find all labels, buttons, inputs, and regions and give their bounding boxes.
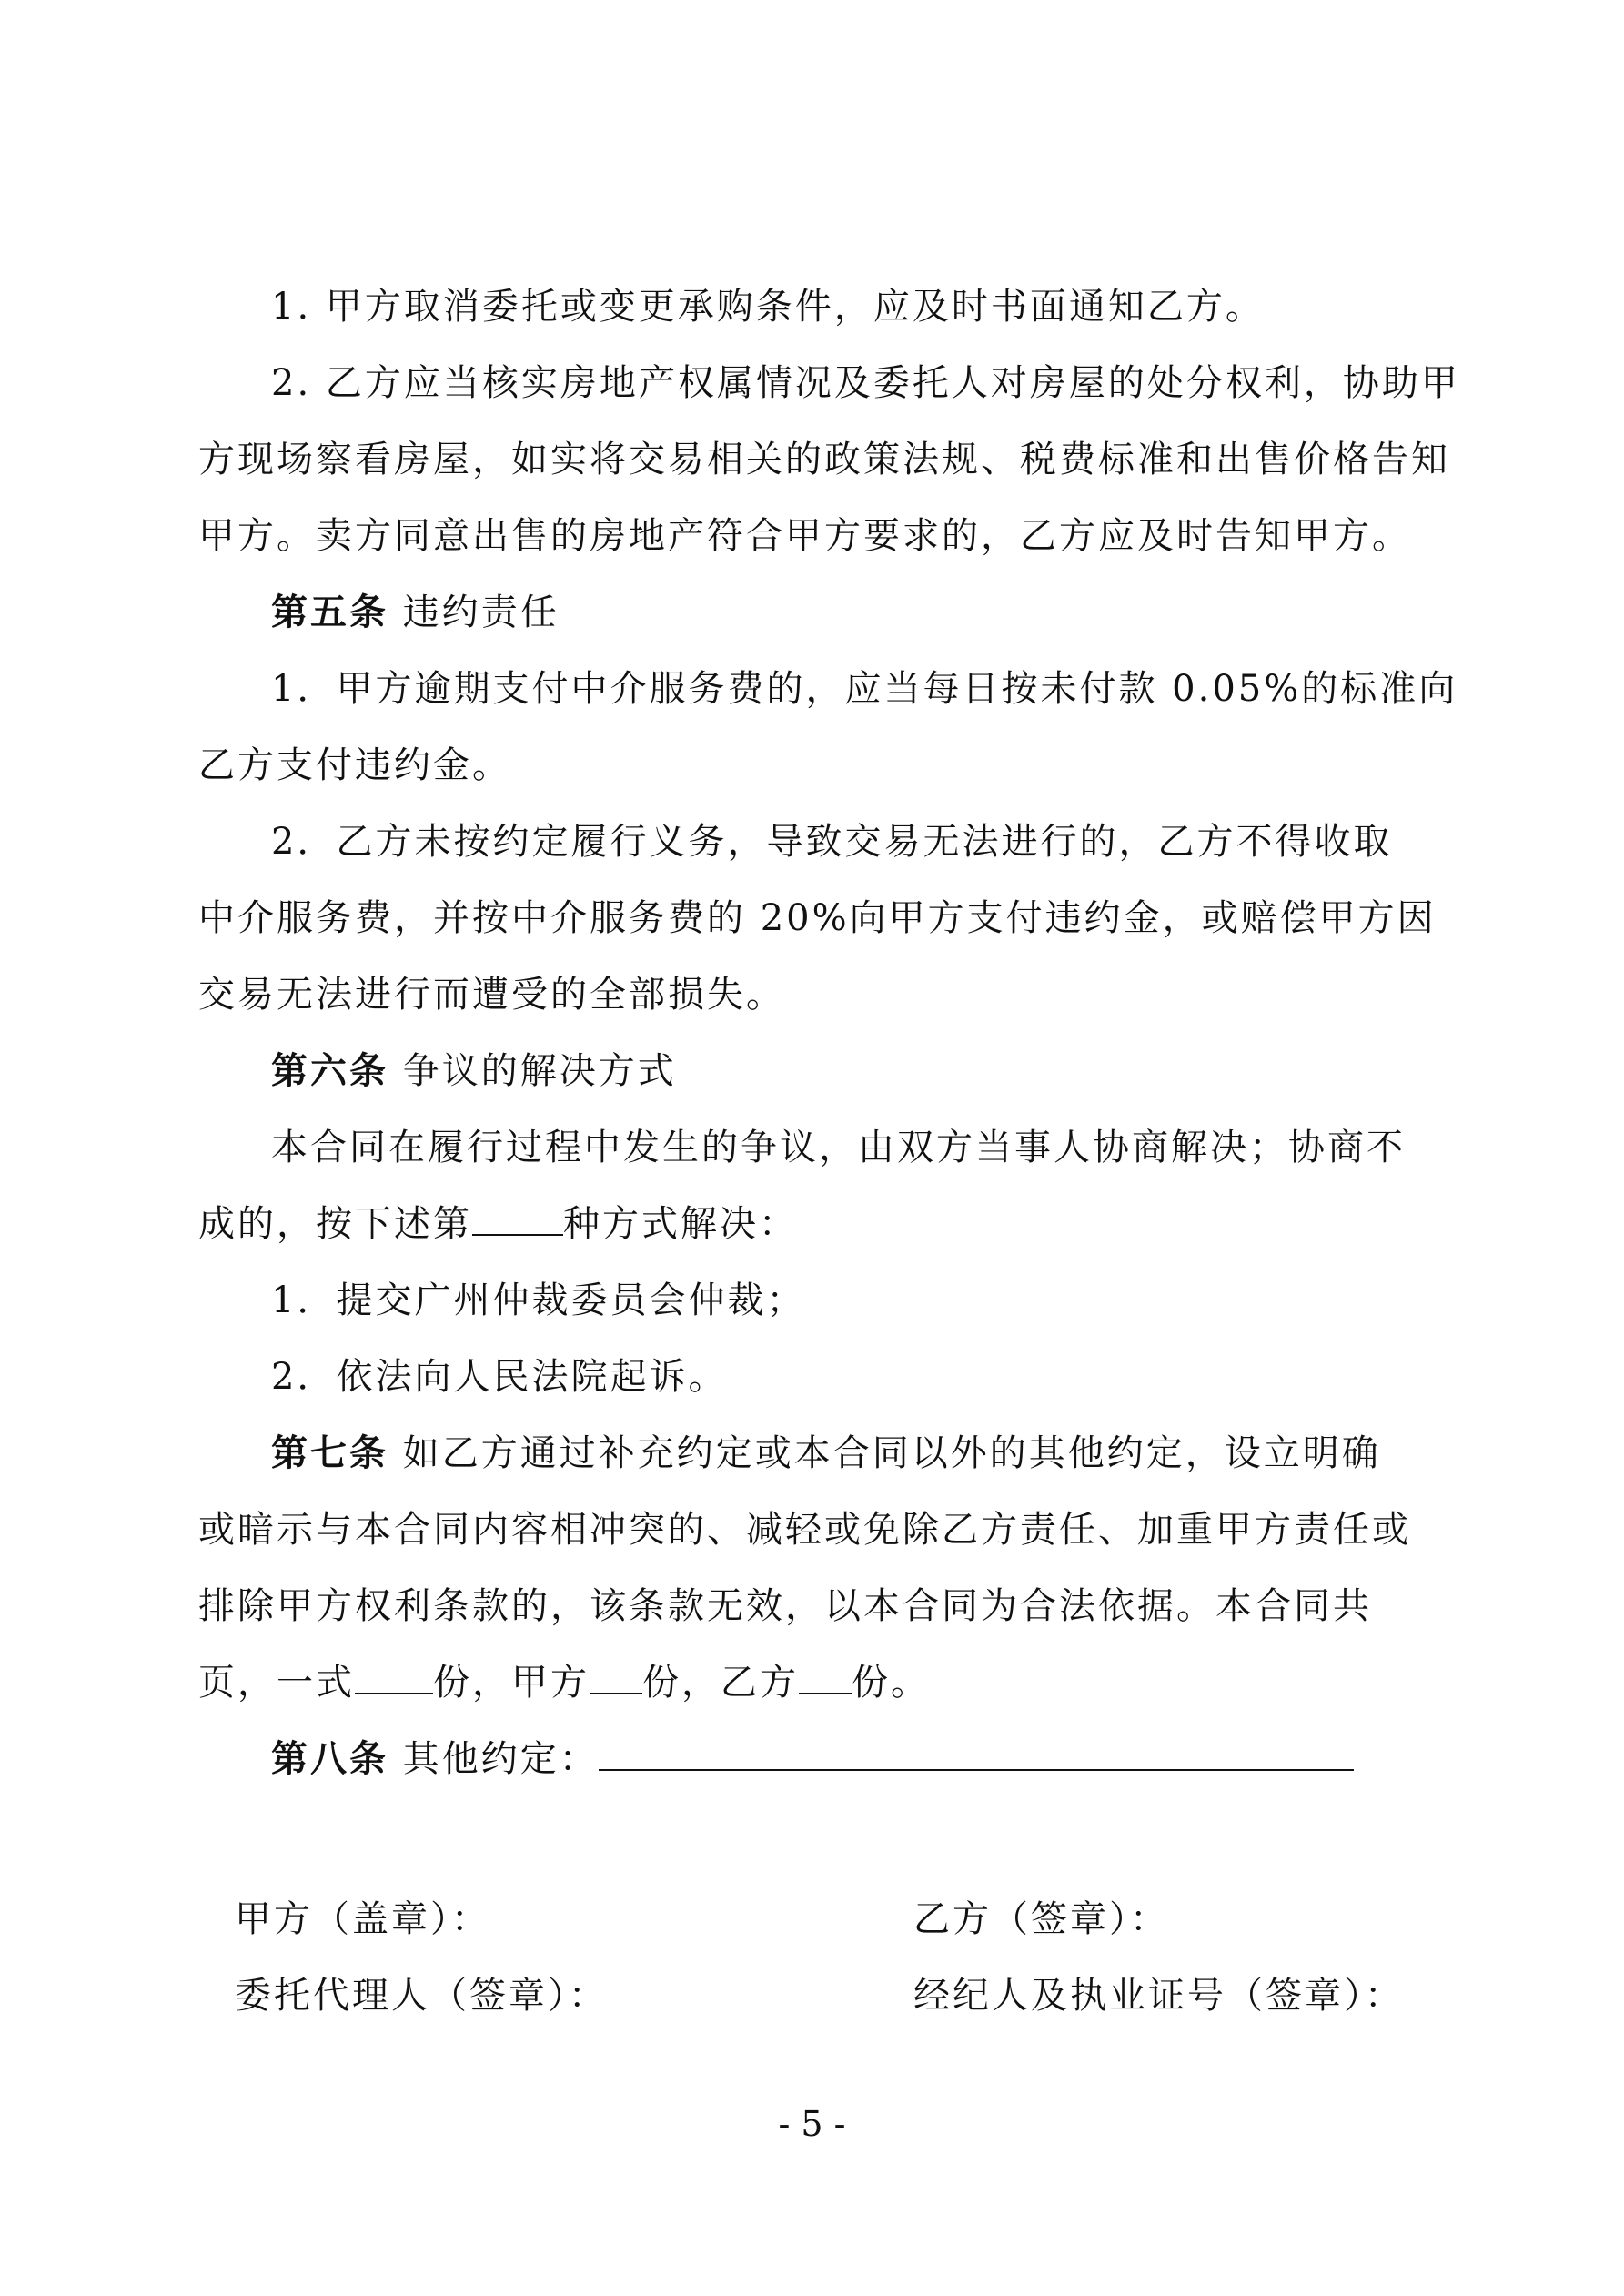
party-b-signature-label: 乙方（签章）： <box>913 1898 1169 1940</box>
clause8-heading: 第八条 <box>271 1738 388 1780</box>
clause7-heading: 第七条 <box>271 1432 388 1474</box>
page-number: - 5 - <box>778 2104 846 2144</box>
clause7-line-1 <box>271 1431 1381 1475</box>
copies-party-b-blank[interactable] <box>799 1662 852 1694</box>
clause4-item-2: 2. 乙方应当核实房地产权属情况及委托人对房屋的处分权利，协助甲 <box>271 362 1460 404</box>
clause5-heading-line <box>271 591 560 634</box>
clause7-line-4-c: 份，乙方 <box>642 1662 799 1704</box>
agent-signature-label: 委托代理人（签章）： <box>235 1975 608 2017</box>
clause6-line-2-after: 种方式解决： <box>563 1203 798 1245</box>
clause6-title: 争议的解决方式 <box>402 1050 677 1092</box>
clause6-option-1: 1．提交广州仲裁委员会仲裁； <box>271 1279 806 1321</box>
clause5-line-1: 1．甲方逾期支付中介服务费的，应当每日按未付款 0.05%的标准向 <box>271 668 1458 710</box>
clause6-line-2-before: 成的，按下述第 <box>198 1203 472 1245</box>
other-agreements-blank[interactable] <box>599 1738 1354 1771</box>
clause6-option-2: 2．依法向人民法院起诉。 <box>271 1356 728 1398</box>
clause7-text-1: 如乙方通过补充约定或本合同以外的其他约定，设立明确 <box>402 1432 1381 1474</box>
dispute-method-blank[interactable] <box>472 1203 563 1236</box>
copies-total-blank[interactable] <box>355 1662 433 1694</box>
clause7-line-4-b: 份，甲方 <box>433 1662 590 1704</box>
clause5-line-4: 中介服务费，并按中介服务费的 20%向甲方支付违约金，或赔偿甲方因 <box>198 897 1437 939</box>
clause7-line-2: 或暗示与本合同内容相冲突的、减轻或免除乙方责任、加重甲方责任或 <box>198 1509 1411 1551</box>
clause7-line-4 <box>198 1661 930 1704</box>
clause6-heading-line <box>271 1049 677 1093</box>
clause4-item-1: 1. 甲方取消委托或变更承购条件，应及时书面通知乙方。 <box>271 286 1265 328</box>
party-a-signature-label: 甲方（盖章）： <box>235 1898 490 1940</box>
clause5-heading: 第五条 <box>271 592 388 633</box>
clause7-line-4-d: 份。 <box>852 1662 930 1704</box>
clause4-item-2-cont-2: 甲方。卖方同意出售的房地产符合甲方要求的，乙方应及时告知甲方。 <box>198 515 1411 557</box>
clause6-line-1: 本合同在履行过程中发生的争议，由双方当事人协商解决；协商不 <box>271 1127 1406 1168</box>
broker-signature-label: 经纪人及执业证号（签章）： <box>913 1975 1404 2017</box>
clause5-line-5: 交易无法进行而遭受的全部损失。 <box>198 974 785 1016</box>
clause8-label: 其他约定： <box>402 1738 599 1780</box>
clause7-line-3: 排除甲方权利条款的，该条款无效，以本合同为合法依据。本合同共 <box>198 1585 1372 1627</box>
clause6-line-2 <box>198 1202 798 1246</box>
clause5-title: 违约责任 <box>402 592 560 633</box>
clause4-item-2-cont-1: 方现场察看房屋，如实将交易相关的政策法规、税费标准和出售价格告知 <box>198 439 1450 480</box>
clause5-line-2: 乙方支付违约金。 <box>198 744 511 786</box>
clause7-line-4-a: 页，一式 <box>198 1662 355 1704</box>
clause5-line-3: 2．乙方未按约定履行义务，导致交易无法进行的，乙方不得收取 <box>271 821 1393 863</box>
clause6-heading: 第六条 <box>271 1050 388 1092</box>
copies-party-a-blank[interactable] <box>590 1662 642 1694</box>
clause8-line <box>271 1737 1354 1781</box>
